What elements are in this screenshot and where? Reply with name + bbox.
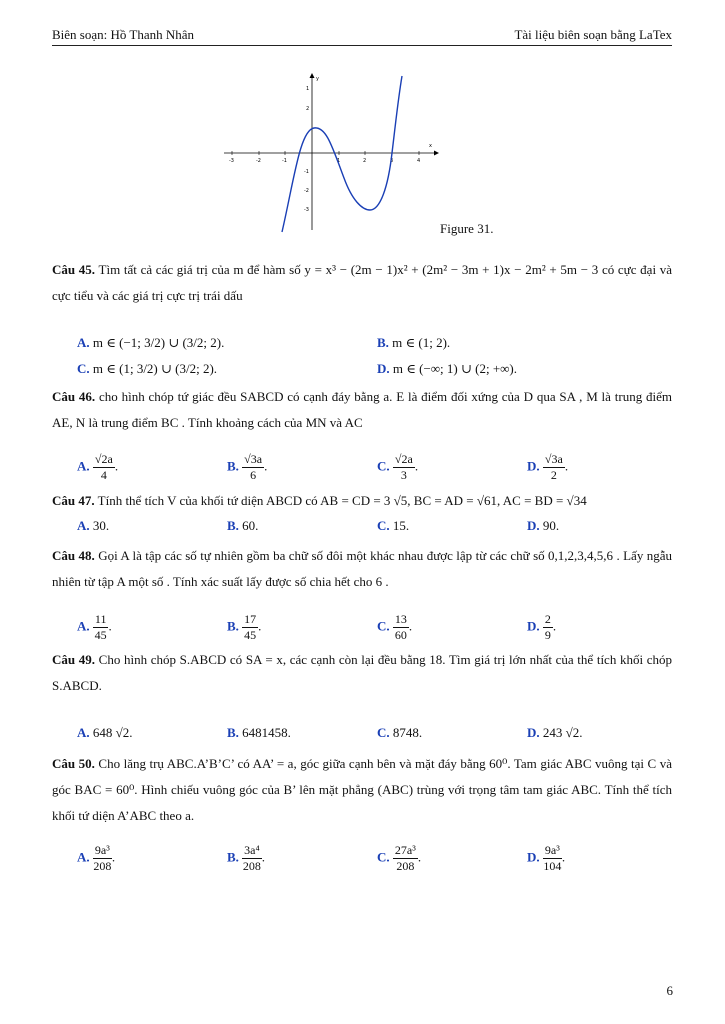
question-text: Tìm tất cả các giá trị của m để hàm số y = x³ − (2m − 1)x² + (2m² − 3m + 1)x − 2m² + 5m − 3 có cực đại và cực tiểu và các giá trị cực trị trái dấu — [52, 262, 673, 303]
q46-option-c[interactable]: C. $\frac{√2a}{3}$ . — [377, 452, 419, 482]
q45-option-a[interactable]: A. m ∈ (−1; 3/2) ∪ (3/2; 2). — [77, 335, 225, 350]
question-label: Câu 46. — [52, 389, 96, 404]
q48-option-b[interactable]: B. $\frac{17}{45}$ . — [227, 612, 262, 642]
q47-option-b[interactable]: B. 60. — [227, 518, 259, 533]
x-tick-label: -2 — [256, 158, 261, 164]
question-text: Gọi A là tập các số tự nhiên gồm ba chữ số đôi một khác nhau được lập từ các chữ số 0,1,2,3,4,5,6 . Lấy ngẫu nhiên từ tập A một số . Tính xác suất lấy được số chia hết cho 6 . — [52, 548, 672, 589]
page-header — [52, 27, 672, 46]
q46-option-d[interactable]: D. $\frac{√3a}{2}$ . — [527, 452, 569, 482]
question-text: cho hình chóp tứ giác đều SABCD có cạnh đáy bằng a. E là điểm đối xứng của D qua SA , M là trung điểm AE, N là trung điểm BC . Tính khoảng cách của MN và AC — [52, 389, 673, 430]
question-50 — [52, 751, 672, 829]
y-tick-label: -3 — [304, 207, 309, 213]
question-45 — [52, 257, 672, 309]
q49-option-b[interactable]: B. 6481458. — [227, 725, 291, 740]
y-tick-label: -2 — [304, 188, 309, 194]
question-text: Cho hình chóp S.ABCD có SA = x, các cạnh còn lại đều bằng 18. Tìm giá trị lớn nhất của thể tích khối chóp S.ABCD. — [52, 652, 672, 693]
q50-option-d[interactable]: D. $\frac{\text{9a³}}{104}$ . — [527, 843, 566, 873]
question-text: Tính thể tích V của khối tứ diện ABCD có AB = CD = 3 √5, BC = AD = √61, AC = BD = √34 — [97, 493, 587, 508]
question-48 — [52, 543, 672, 595]
page-number: 6 — [666, 983, 673, 998]
figure-caption: Figure 31. — [440, 221, 494, 236]
x-tick-label: -3 — [229, 158, 234, 164]
y-axis-label: y — [316, 76, 319, 82]
q45-option-c[interactable]: C. m ∈ (1; 3/2) ∪ (3/2; 2). — [77, 361, 218, 376]
x-axis-arrow — [434, 151, 439, 156]
y-axis-arrow — [310, 73, 315, 78]
q48-option-d[interactable]: D. $\frac{2}{9}$ . — [527, 612, 557, 642]
question-label: Câu 50. — [52, 756, 95, 771]
x-tick-label: -1 — [282, 158, 287, 164]
question-label: Câu 48. — [52, 548, 95, 563]
q48-option-a[interactable]: A. $\frac{11}{45}$ . — [77, 612, 112, 642]
y-tick-label: 1 — [306, 86, 310, 92]
q50-option-c[interactable]: C. $\frac{\text{27a³}}{208}$ . — [377, 843, 422, 873]
header-title: Tài liệu biên soạn bằng LaTex — [514, 27, 672, 42]
q46-option-a[interactable]: A. $\frac{√2a}{4}$ . — [77, 452, 119, 482]
q49-option-c[interactable]: C. 8748. — [377, 725, 423, 740]
x-tick-label: 4 — [417, 158, 421, 164]
q48-option-c[interactable]: C. $\frac{13}{60}$ . — [377, 612, 413, 642]
question-label: Câu 45. — [52, 262, 96, 277]
q45-option-d[interactable]: D. m ∈ (−∞; 1) ∪ (2; +∞). — [377, 361, 518, 376]
cubic-curve — [282, 76, 402, 232]
q49-option-d[interactable]: D. 243 √2. — [527, 725, 583, 740]
function-graph — [222, 70, 442, 235]
question-label: Câu 47. — [52, 493, 95, 508]
q47-option-d[interactable]: D. 90. — [527, 518, 560, 533]
q50-option-b[interactable]: B. $\frac{\text{3a⁴}}{208}$ . — [227, 843, 265, 873]
q47-option-a[interactable]: A. 30. — [77, 518, 110, 533]
q45-option-b[interactable]: B. m ∈ (1; 2). — [377, 335, 451, 350]
x-tick-label: 2 — [363, 158, 367, 164]
x-tick-label: 1 — [337, 158, 341, 164]
question-text: Cho lăng trụ ABC.A’B’C’ có AA’ = a, góc giữa cạnh bên và mặt đáy bằng 60⁰. Tam giác ABC vuông tại C và góc BAC = 60⁰. Hình chiếu vuông góc của B’ lên mặt phẳng (ABC) trùng với trọng tâm tam giác ABC. Tính thể tích khối tứ diện A’ABC theo a. — [52, 756, 672, 823]
question-47 — [52, 488, 672, 514]
question-49 — [52, 647, 672, 699]
q50-option-a[interactable]: A. $\frac{\text{9a³}}{208}$ . — [77, 843, 116, 873]
x-axis-label: x — [429, 143, 432, 149]
y-tick-label: 2 — [306, 106, 310, 112]
q46-option-b[interactable]: B. $\frac{√3a}{6}$ . — [227, 452, 268, 482]
question-label: Câu 49. — [52, 652, 96, 667]
q47-option-c[interactable]: C. 15. — [377, 518, 410, 533]
header-author: Biên soạn: Hồ Thanh Nhân — [52, 27, 195, 42]
question-46 — [52, 384, 672, 436]
q49-option-a[interactable]: A. 648 √2. — [77, 725, 133, 740]
x-tick-label: 3 — [390, 158, 394, 164]
y-tick-label: -1 — [304, 169, 309, 175]
